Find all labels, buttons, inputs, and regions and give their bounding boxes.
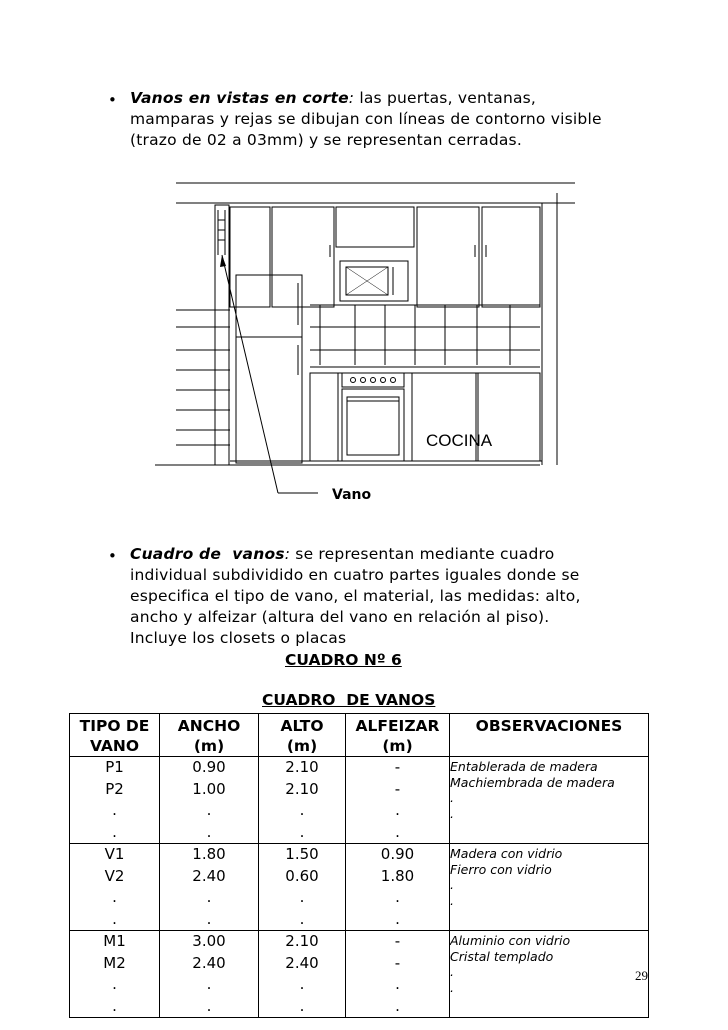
observacion-value: .	[450, 790, 454, 805]
colon: :	[348, 89, 355, 107]
kitchen-elevation-drawing	[150, 175, 580, 505]
paragraph-vanos-en-corte	[130, 88, 650, 151]
cell-alto	[259, 757, 346, 844]
header-alto-line1: ALTO	[280, 717, 324, 735]
alto-value: .	[299, 975, 305, 993]
alfeizar-value: .	[395, 801, 400, 819]
header-observaciones	[450, 714, 649, 757]
cell-tipo	[70, 757, 160, 844]
observacion-value: Machiembrada de madera	[450, 774, 615, 790]
alto-value: 2.40	[285, 953, 319, 972]
alfeizar-value: .	[395, 975, 400, 993]
paragraph-line: individual subdividido en cuatro partes iguales donde se	[130, 566, 580, 584]
cell-ancho	[160, 757, 259, 844]
vano-callout-label: Vano	[332, 487, 372, 503]
table-row	[70, 844, 649, 931]
paragraph-text: se representan mediante cuadro	[290, 545, 555, 563]
observacion-value: Madera con vidrio	[450, 846, 563, 861]
paragraph-line: especifica el tipo de vano, el material, las medidas: alto,	[130, 587, 581, 605]
cell-alto	[259, 844, 346, 931]
ancho-value: .	[206, 801, 212, 819]
ancho-value: .	[206, 975, 212, 993]
alto-value: 2.10	[285, 779, 319, 798]
paragraph-text: las puertas, ventanas,	[354, 89, 537, 107]
observacion-value: .	[450, 979, 454, 995]
paragraph-line: ancho y alfeizar (altura del vano en relación al piso).	[130, 608, 550, 626]
alfeizar-value: .	[395, 822, 400, 841]
alto-value: .	[299, 888, 305, 906]
paragraph-line: Incluye los closets o placas	[130, 629, 347, 647]
ancho-value: 1.80	[192, 845, 226, 863]
header-alto	[259, 714, 346, 757]
ancho-value: .	[206, 888, 212, 906]
header-alto-line2: (m)	[286, 737, 318, 755]
alto-value: 0.60	[285, 866, 319, 885]
observacion-value: Entablerada de madera	[450, 759, 598, 774]
tipo-value: .	[112, 975, 117, 993]
cell-alfeizar	[346, 844, 450, 931]
cell-observaciones	[450, 844, 649, 931]
table-title: CUADRO DE VANOS	[262, 691, 436, 709]
tipo-value: V2	[104, 866, 125, 885]
alto-value: .	[299, 801, 305, 819]
alfeizar-value: -	[394, 932, 401, 950]
cuadro-number-title: CUADRO Nº 6	[285, 651, 402, 669]
header-ancho-line2: (m)	[193, 737, 225, 755]
ancho-value: 3.00	[192, 932, 226, 950]
table-row	[70, 757, 649, 844]
alfeizar-value: .	[395, 996, 400, 1015]
header-tipo-line2: VANO	[89, 737, 140, 755]
bullet-1: •	[108, 91, 117, 109]
tipo-value: M2	[103, 953, 126, 972]
cell-observaciones	[450, 931, 649, 1018]
cell-tipo	[70, 844, 160, 931]
alfeizar-value: 0.90	[380, 845, 415, 863]
alfeizar-value: .	[395, 888, 400, 906]
colon: :	[284, 545, 291, 563]
ancho-value: 2.40	[192, 866, 226, 885]
tipo-value: .	[112, 888, 117, 906]
term-vanos-en-corte: Vanos en vistas en corte	[130, 89, 349, 107]
tipo-value: M1	[103, 932, 126, 950]
ancho-value: .	[206, 996, 212, 1015]
alfeizar-value: -	[394, 758, 401, 776]
observacion-value: Aluminio con vidrio	[450, 933, 571, 948]
cell-ancho	[160, 844, 259, 931]
alfeizar-value: -	[394, 779, 401, 798]
alto-value: 1.50	[285, 845, 319, 863]
ancho-value: 1.00	[192, 779, 226, 798]
header-alfeizar	[346, 714, 450, 757]
observacion-value: Fierro con vidrio	[450, 861, 552, 877]
alto-value: 2.10	[285, 932, 319, 950]
header-tipo-line1: TIPO DE	[79, 717, 150, 735]
page-number: 29	[635, 968, 648, 983]
ancho-value: 0.90	[192, 758, 226, 776]
observacion-value: Cristal templado	[450, 948, 554, 964]
table-row	[70, 931, 649, 1018]
tipo-value: V1	[104, 845, 125, 863]
tipo-value: .	[112, 996, 117, 1015]
header-alfeizar-line2: (m)	[382, 737, 413, 755]
observacion-value: .	[450, 964, 454, 979]
term-cuadro-de-vanos: Cuadro de vanos	[130, 545, 285, 563]
arrowhead-icon	[220, 255, 226, 267]
cell-ancho	[160, 931, 259, 1018]
tipo-value: P2	[105, 779, 124, 798]
paragraph-line: mamparas y rejas se dibujan con líneas de contorno visible	[130, 110, 602, 128]
header-ancho	[160, 714, 259, 757]
alto-value: .	[299, 822, 305, 841]
header-alfeizar-line1: ALFEIZAR	[355, 717, 440, 735]
alto-value: .	[299, 909, 305, 928]
paragraph-cuadro-de-vanos	[130, 544, 650, 649]
observacion-value: .	[450, 805, 454, 821]
ancho-value: .	[206, 822, 212, 841]
tipo-value: .	[112, 801, 117, 819]
ancho-value: 2.40	[192, 953, 226, 972]
observacion-value: .	[450, 892, 454, 908]
alto-value: .	[299, 996, 305, 1015]
cell-tipo	[70, 931, 160, 1018]
bullet-2: •	[108, 547, 117, 565]
cell-alfeizar	[346, 757, 450, 844]
room-label: COCINA	[426, 431, 493, 450]
paragraph-line: (trazo de 02 a 03mm) y se representan cerradas.	[130, 131, 522, 149]
cell-alto	[259, 931, 346, 1018]
ancho-value: .	[206, 909, 212, 928]
tipo-value: .	[112, 909, 117, 928]
table-header-row	[70, 714, 649, 757]
header-observaciones-label: OBSERVACIONES	[475, 717, 623, 735]
alfeizar-value: 1.80	[380, 866, 415, 885]
header-ancho-line1: ANCHO	[177, 717, 241, 735]
header-tipo	[70, 714, 160, 757]
vanos-table	[69, 713, 649, 1018]
tipo-value: .	[112, 822, 117, 841]
alto-value: 2.10	[285, 758, 319, 776]
alfeizar-value: -	[394, 953, 401, 972]
cell-observaciones	[450, 757, 649, 844]
observacion-value: .	[450, 877, 454, 892]
alfeizar-value: .	[395, 909, 400, 928]
cell-alfeizar	[346, 931, 450, 1018]
tipo-value: P1	[105, 758, 124, 776]
